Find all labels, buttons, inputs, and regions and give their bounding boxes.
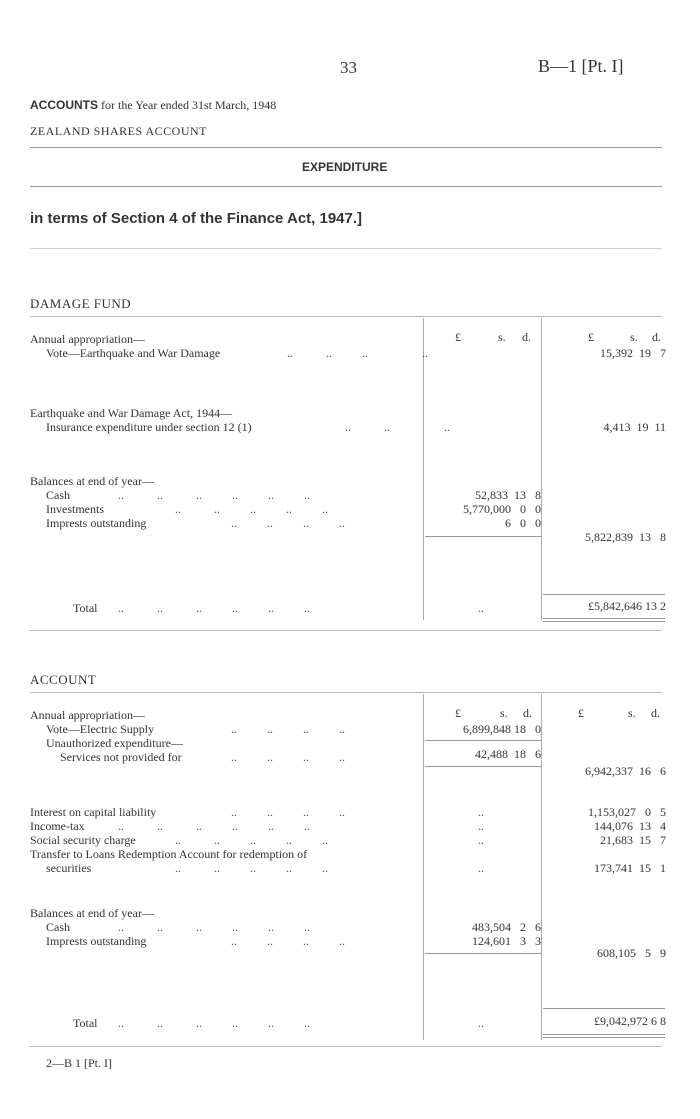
leader-dots: .. .. .. ..	[231, 750, 345, 764]
shillings-value: 18	[514, 722, 526, 736]
page-number: 33	[340, 58, 357, 77]
shillings-value: 13	[639, 819, 651, 833]
accounts-label: ACCOUNTS	[30, 98, 98, 112]
leader-dots: ..	[478, 805, 484, 819]
shillings-value: 16	[639, 764, 651, 778]
shillings-value: 19	[636, 420, 649, 434]
balances-total	[546, 530, 666, 545]
balances-label: Balances at end of year—	[30, 474, 154, 488]
account-title: ZEALAND SHARES ACCOUNT	[30, 124, 208, 138]
total-rule	[543, 1008, 665, 1009]
pounds-value: 5,770,000	[463, 502, 511, 516]
transfer-total	[546, 861, 666, 876]
column-rule	[541, 694, 542, 1040]
leader-dots: .. .. .. .. .. ..	[118, 488, 310, 502]
leader-dots: .. .. .. ..	[231, 805, 345, 819]
balance-label: Imprests outstanding	[46, 516, 147, 530]
unauthorized-label: Unauthorized expenditure—	[46, 736, 183, 750]
pound-header: £	[455, 706, 461, 720]
subtotal-rule	[425, 953, 541, 954]
pounds-value: 52,833	[475, 488, 508, 502]
shilling-header: s.	[630, 330, 638, 344]
pounds-value: 124,601	[472, 934, 511, 948]
pence-value: 9	[660, 946, 666, 960]
balance-amount	[425, 502, 541, 517]
charge-label: Income-tax	[30, 819, 85, 833]
charge-label: Interest on capital liability	[30, 805, 157, 819]
pounds-value: 42,488	[475, 747, 508, 761]
total-rule	[543, 594, 665, 595]
services-amount	[425, 747, 541, 762]
leader-dots: .. .. .. .. .. ..	[118, 601, 310, 615]
section-heading: EXPENDITURE	[302, 160, 388, 174]
vote-line: Vote—Earthquake and War Damage	[46, 346, 221, 360]
leader-dots: .. .. .. ..	[231, 934, 345, 948]
pence-header: d.	[523, 706, 532, 720]
divider	[30, 692, 662, 693]
shillings-value: 0	[645, 805, 651, 819]
balance-amount	[425, 920, 541, 935]
vote-amount	[425, 722, 541, 737]
shillings-value: 15	[639, 861, 651, 875]
leader-dots: .. .. .. .. ..	[175, 861, 328, 875]
balance-label: Cash	[46, 920, 70, 934]
pence-value: 8	[535, 488, 541, 502]
shillings-value: 13	[639, 530, 651, 544]
subtitle: in terms of Section 4 of the Finance Act, 1947.]	[30, 210, 363, 227]
pounds-value: 1,153,027	[588, 805, 636, 819]
total-rule	[543, 1034, 665, 1035]
subtotal-rule	[425, 766, 541, 767]
leader-dots: .. .. ..	[345, 420, 450, 434]
leader-dots: .. .. .. ..	[231, 516, 345, 530]
leader-dots: ..	[478, 833, 484, 847]
pence-value: 5	[660, 805, 666, 819]
shillings-value: 0	[520, 502, 526, 516]
pounds-value: 4,413	[603, 420, 631, 434]
total-label: Total	[73, 601, 98, 615]
account-section-title: ACCOUNT	[30, 672, 97, 687]
total-label: Total	[73, 1016, 98, 1030]
grand-total: £9,042,972 6 8	[594, 1014, 666, 1028]
balance-amount	[425, 934, 541, 949]
pence-value: 7	[660, 833, 666, 847]
balance-label: Cash	[46, 488, 70, 502]
pence-header: d.	[651, 706, 660, 720]
pence-value: 3	[535, 934, 541, 948]
shillings-value: 13	[514, 488, 526, 502]
pounds-value: 6,942,337	[585, 764, 633, 778]
transfer-line: Transfer to Loans Redemption Account for redemption of	[30, 847, 308, 861]
leader-dots: ..	[478, 601, 484, 615]
pounds-value: 21,683	[600, 833, 633, 847]
pounds-value: 15,392	[600, 346, 633, 360]
pounds-value: 144,076	[594, 819, 633, 833]
leader-dots: .. .. .. ..	[287, 346, 428, 360]
divider	[30, 186, 662, 187]
charge-amount	[546, 805, 666, 820]
subtotal-rule	[425, 740, 541, 741]
balance-label: Investments	[46, 502, 104, 516]
leader-dots: .. .. .. .. .. ..	[118, 1016, 310, 1030]
total-rule	[543, 621, 665, 622]
pence-value: 8	[660, 530, 666, 544]
services-line: Services not provided for	[60, 750, 182, 764]
charge-amount	[546, 833, 666, 848]
pence-value: 11	[654, 420, 666, 434]
accounts-period: for the Year ended 31st March, 1948	[101, 98, 277, 112]
shillings-value: 18	[514, 747, 526, 761]
pence-header: d.	[652, 330, 661, 344]
total-rule	[543, 1037, 665, 1038]
shillings-value: 2	[520, 920, 526, 934]
shilling-header: s.	[628, 706, 636, 720]
leader-dots: .. .. .. .. ..	[175, 833, 328, 847]
accounts-heading	[30, 98, 276, 113]
document-reference: B—1 [Pt. I]	[538, 56, 624, 76]
leader-dots: ..	[478, 1016, 484, 1030]
leader-dots: ..	[478, 819, 484, 833]
insurance-line: Insurance expenditure under section 12 (1)	[46, 420, 252, 434]
pounds-value: 5,822,839	[585, 530, 633, 544]
column-rule	[423, 694, 424, 1040]
pence-value: 0	[535, 502, 541, 516]
pence-value: 1	[660, 861, 666, 875]
annual-appropriation-label: Annual appropriation—	[30, 332, 145, 346]
pence-value: 6	[660, 764, 666, 778]
pounds-value: 608,105	[597, 946, 636, 960]
leader-dots: .. .. .. .. .. ..	[118, 819, 310, 833]
pound-header: £	[578, 706, 584, 720]
pence-value: 6	[535, 920, 541, 934]
balances-label: Balances at end of year—	[30, 906, 154, 920]
damage-fund-title: DAMAGE FUND	[30, 296, 132, 311]
appropriation-total	[546, 764, 666, 779]
pound-header: £	[588, 330, 594, 344]
subtotal-rule	[425, 536, 541, 537]
pence-value: 6	[535, 747, 541, 761]
shillings-value: 19	[639, 346, 651, 360]
column-rule	[541, 318, 542, 620]
charge-label: Social security charge	[30, 833, 136, 847]
pounds-value: 6	[505, 516, 511, 530]
footer-reference: 2—B 1 [Pt. I]	[46, 1056, 112, 1070]
divider	[30, 1046, 662, 1047]
pounds-value: 483,504	[472, 920, 511, 934]
leader-dots: .. .. .. ..	[231, 722, 345, 736]
leader-dots: ..	[478, 861, 484, 875]
pence-value: 7	[660, 346, 666, 360]
charge-amount	[546, 819, 666, 834]
shilling-header: s.	[500, 706, 508, 720]
divider	[30, 248, 662, 249]
leader-dots: .. .. .. .. .. ..	[118, 920, 310, 934]
insurance-total	[546, 420, 666, 435]
balance-amount	[425, 488, 541, 503]
pence-value: 4	[660, 819, 666, 833]
pounds-value: 173,741	[594, 861, 633, 875]
shillings-value: 15	[639, 833, 651, 847]
shilling-header: s.	[498, 330, 506, 344]
balance-amount	[425, 516, 541, 531]
vote-total	[546, 346, 666, 361]
vote-line: Vote—Electric Supply	[46, 722, 155, 736]
pound-header: £	[455, 330, 461, 344]
balances-total	[546, 946, 666, 961]
leader-dots: .. .. .. .. ..	[175, 502, 328, 516]
annual-appropriation-label: Annual appropriation—	[30, 708, 145, 722]
divider	[30, 147, 662, 148]
divider	[30, 630, 662, 631]
pounds-value: 6,899,848	[463, 722, 511, 736]
transfer-line-2: securities	[46, 861, 92, 875]
column-rule	[423, 318, 424, 620]
pence-value: 0	[535, 516, 541, 530]
pence-header: d.	[522, 330, 531, 344]
shillings-value: 3	[520, 934, 526, 948]
shillings-value: 5	[645, 946, 651, 960]
balance-label: Imprests outstanding	[46, 934, 147, 948]
pence-value: 0	[535, 722, 541, 736]
divider	[30, 316, 662, 317]
shillings-value: 0	[520, 516, 526, 530]
total-rule	[543, 618, 665, 619]
act-line: Earthquake and War Damage Act, 1944—	[30, 406, 233, 420]
grand-total: £5,842,646 13 2	[588, 599, 666, 613]
